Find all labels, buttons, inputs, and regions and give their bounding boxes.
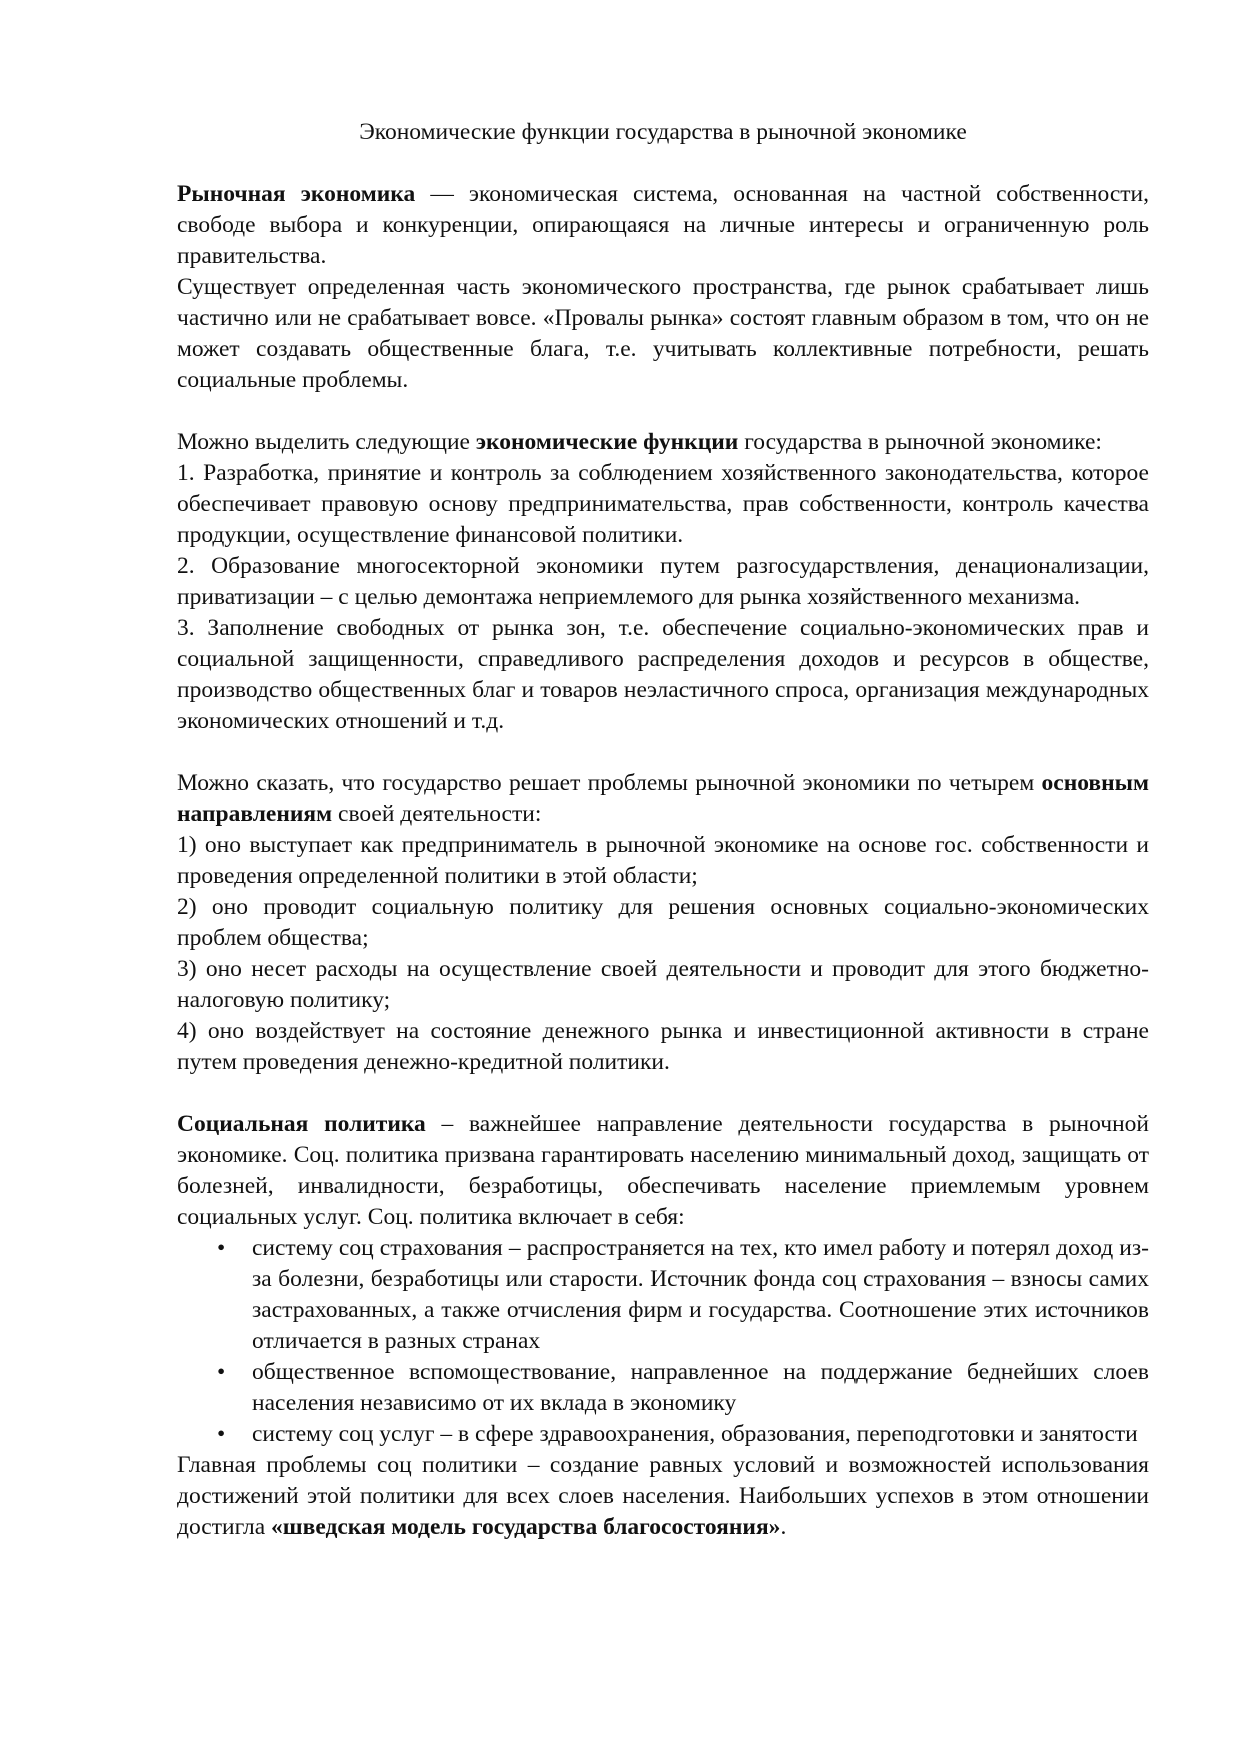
list-item [177, 1233, 1149, 1357]
paragraph-conclusion [177, 1450, 1149, 1543]
term-social-policy: Социальная политика [177, 1111, 426, 1137]
bullet-icon: • [217, 1421, 226, 1447]
direction-item-2: 2) оно проводит социальную политику для решения основных социально-экономических проблем общества; [177, 894, 1149, 951]
paragraph-directions-intro [177, 768, 1149, 830]
list-item-text: систему соц страхования – распространяется на тех, кто имел работу и потерял доход из-за болезни, безработицы или старости. Источник фонда соц страхования – взносы самих застрахованных, а также отчисления фирм и государства. Соотношение этих источников отличается в разных странах [252, 1235, 1149, 1354]
social-policy-text: – важнейшее направление деятельности государства в рыночной экономике. Соц. политика призвана гарантировать населению минимальный доход, защищать от болезней, инвалидности, безработицы, обеспечивать население приемлемым уровнем социальных услуг. Соц. политика включает в себя: [177, 1111, 1149, 1230]
term-economic-functions: экономические функции [475, 429, 739, 455]
intro-text-end: государства в рыночной экономике: [738, 429, 1102, 455]
bullet-icon: • [217, 1359, 226, 1385]
definition-text: — экономическая система, основанная на частной собственности, свободе выбора и конкуренции, опирающаяся на личные интересы и ограниченную роль правительства. [177, 181, 1149, 269]
direction-item-3: 3) оно несет расходы на осуществление своей деятельности и проводит для этого бюджетно-налоговую политику; [177, 956, 1149, 1013]
paragraph-social-policy [177, 1109, 1149, 1233]
document-body [177, 117, 1149, 1543]
term-main-directions: основным направлениям [177, 770, 1149, 827]
paragraph-functions-intro [177, 427, 1149, 458]
direction-item-1: 1) оно выступает как предприниматель в рыночной экономике на основе гос. собственности и проведения определенной политики в этой области; [177, 832, 1149, 889]
list-item-text: общественное вспомоществование, направленное на поддержание беднейших слоев населения независимо от их вклада в экономику [252, 1359, 1149, 1416]
direction-item-4: 4) оно воздействует на состояние денежного рынка и инвестиционной активности в стране путем проведения денежно-кредитной политики. [177, 1018, 1149, 1075]
term-swedish-model: «шведская модель государства благосостояния» [271, 1514, 781, 1540]
function-item-3: 3. Заполнение свободных от рынка зон, т.е. обеспечение социально-экономических прав и социальной защищенности, справедливого распределения доходов и ресурсов в обществе, производство общественных благ и товаров неэластичного спроса, организация международных экономических отношений и т.д. [177, 615, 1149, 734]
social-policy-list [177, 1233, 1149, 1450]
spacer [177, 1078, 1149, 1109]
spacer [177, 737, 1149, 768]
paragraph-market-failures: Существует определенная часть экономического пространства, где рынок срабатывает лишь частично или не срабатывает вовсе. «Провалы рынка» состоят главным образом в том, что он не может создавать общественные блага, т.е. учитывать коллективные потребности, решать социальные проблемы. [177, 274, 1149, 393]
document-title: Экономические функции государства в рыночной экономике [359, 119, 967, 145]
intro-text: Можно сказать, что государство решает проблемы рыночной экономики по четырем [177, 770, 1042, 796]
list-item [177, 1357, 1149, 1419]
list-item-text: систему соц услуг – в сфере здравоохранения, образования, переподготовки и занятости [252, 1421, 1138, 1447]
list-item [177, 1419, 1149, 1450]
conclusion-text: Главная проблемы соц политики – создание равных условий и возможностей использования достижений этой политики для всех слоев населения. Наибольших успехов в этом отношении достигла [177, 1452, 1149, 1540]
spacer [177, 396, 1149, 427]
intro-text: Можно выделить следующие [177, 429, 476, 455]
intro-text-end: своей деятельности: [332, 801, 542, 827]
function-item-1: 1. Разработка, принятие и контроль за соблюдением хозяйственного законодательства, которое обеспечивает правовую основу предпринимательства, прав собственности, контроль качества продукции, осуществление финансовой политики. [177, 460, 1149, 548]
function-item-2: 2. Образование многосекторной экономики путем разгосударствления, денационализации, приватизации – с целью демонтажа неприемлемого для рынка хозяйственного механизма. [177, 553, 1149, 610]
term-market-economy: Рыночная экономика [177, 181, 416, 207]
conclusion-end: . [780, 1514, 787, 1540]
paragraph-market-economy-definition [177, 179, 1149, 272]
bullet-icon: • [217, 1235, 226, 1261]
